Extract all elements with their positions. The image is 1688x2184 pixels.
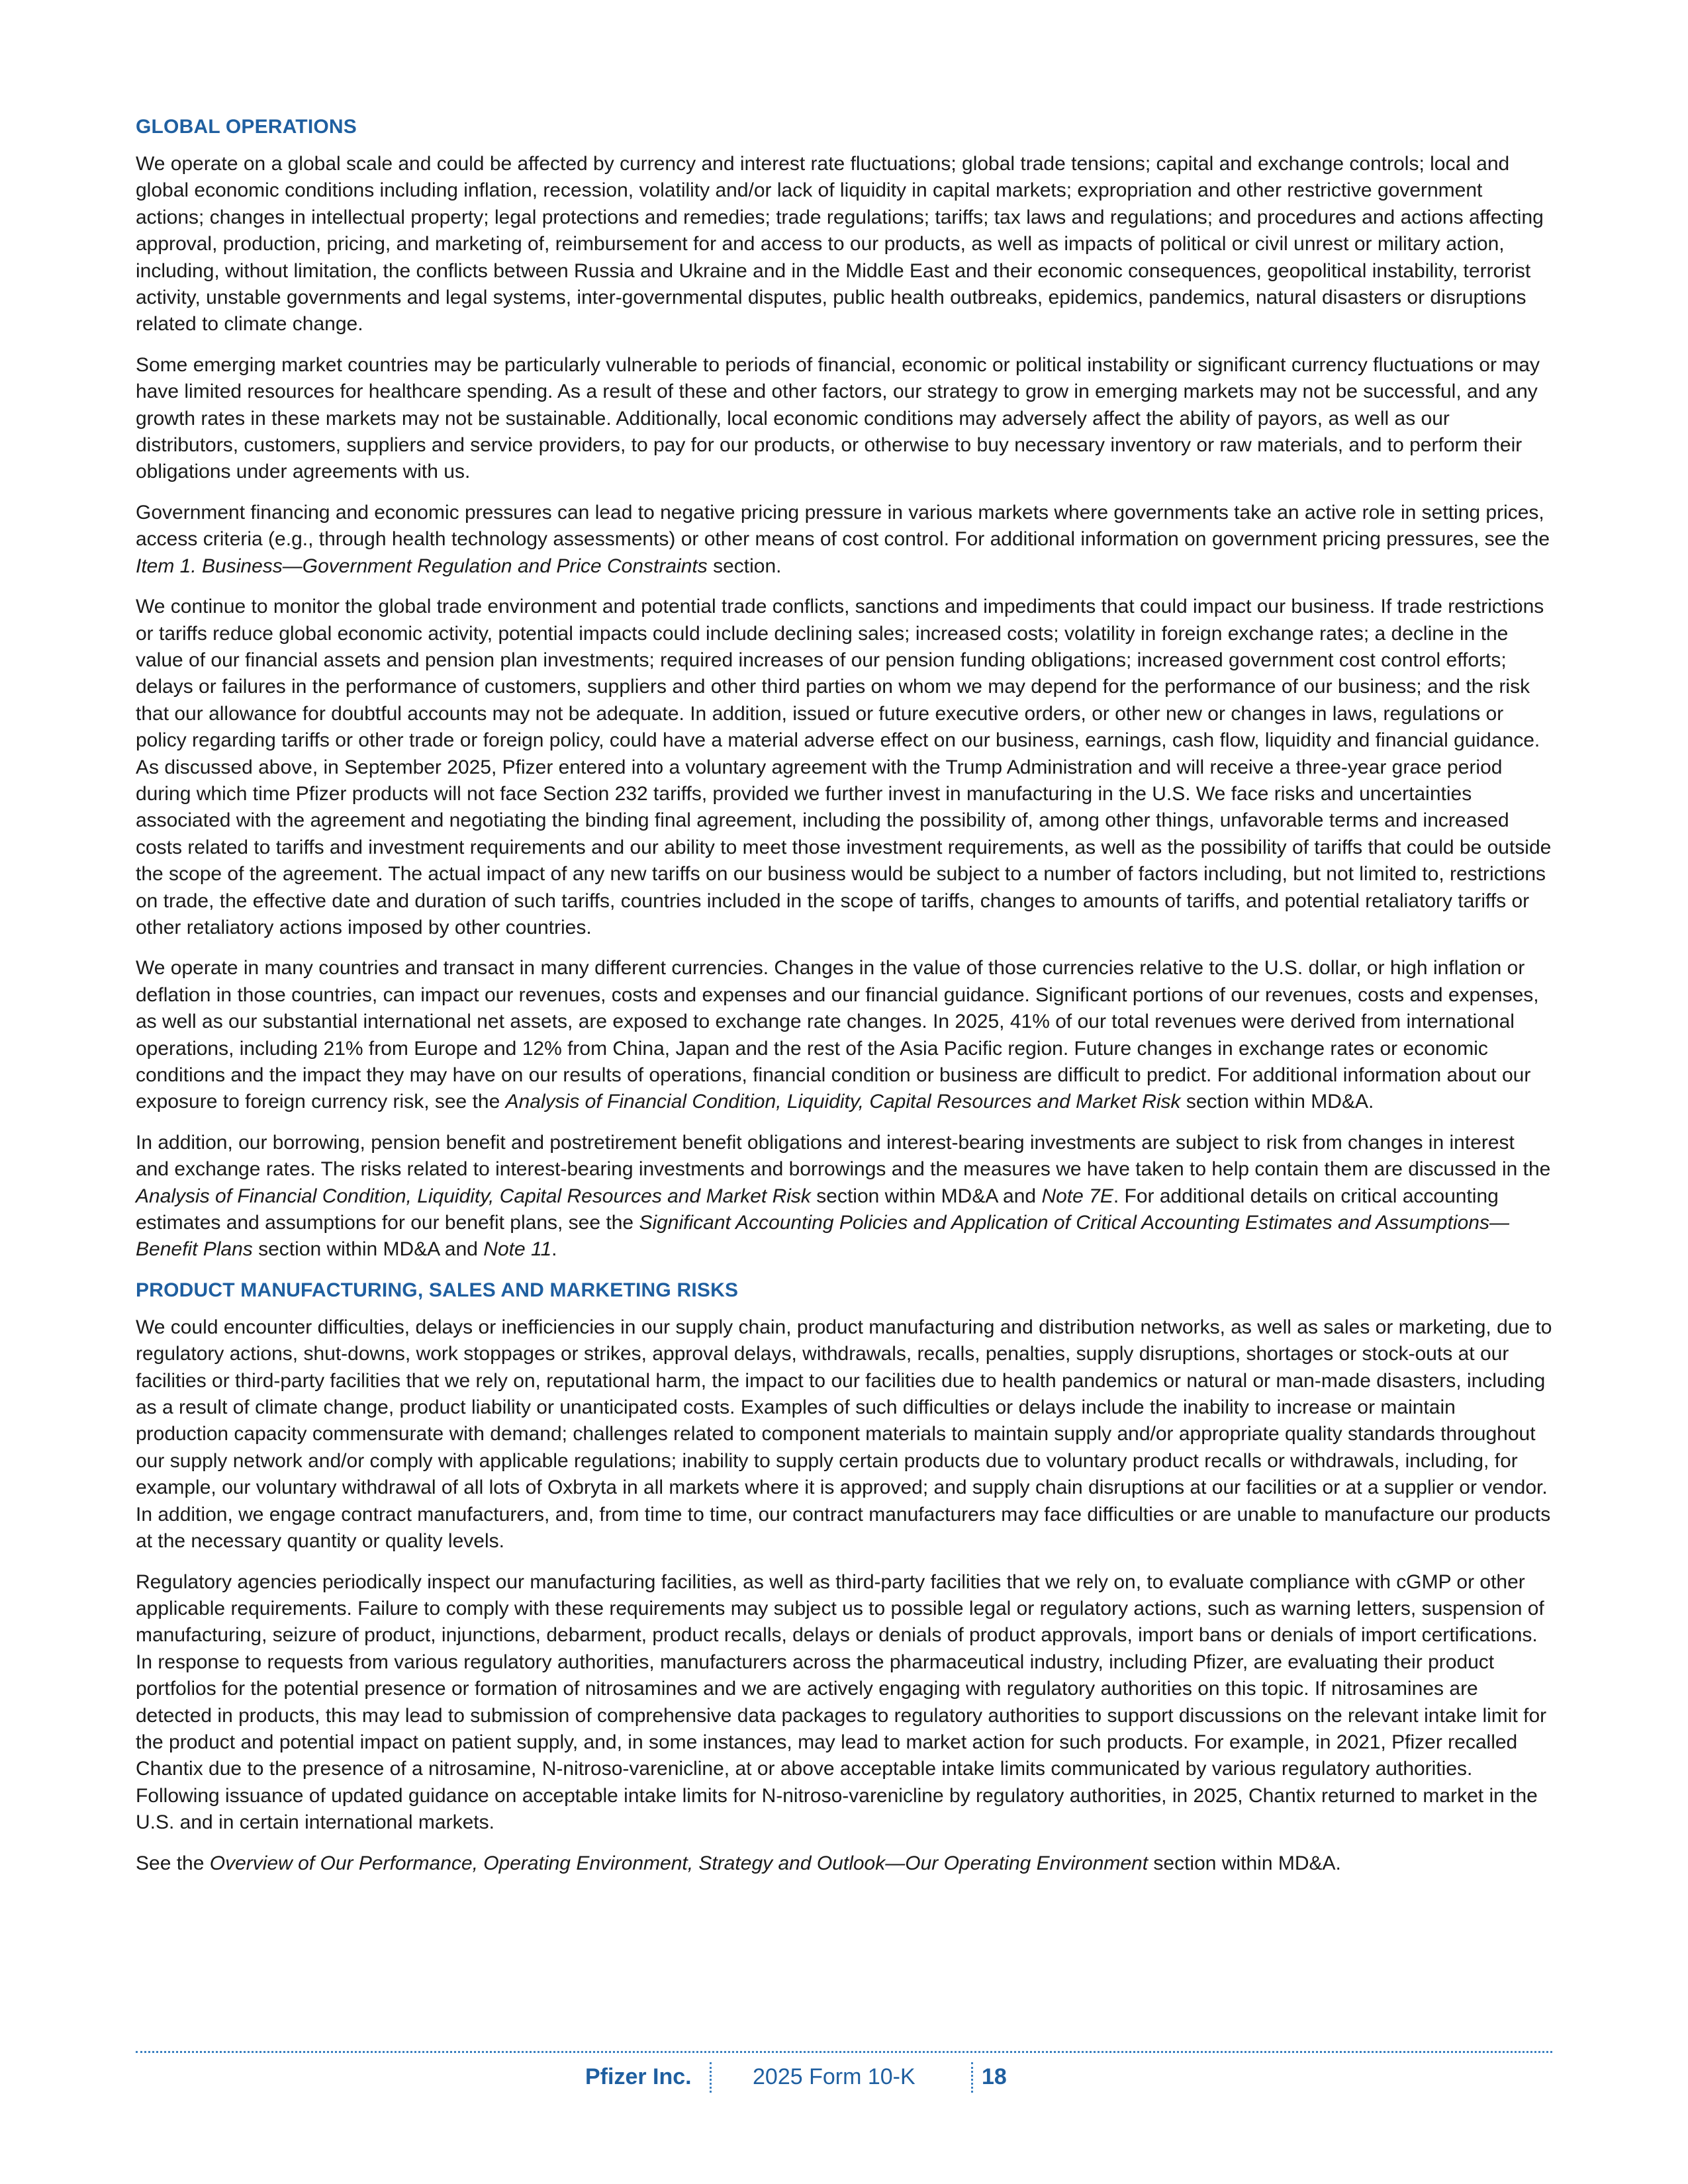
footer-page-number: 18 [982, 2064, 1007, 2089]
paragraph [136, 1850, 1552, 1877]
footer-company-name: Pfizer Inc. [585, 2064, 692, 2089]
paragraph: We continue to monitor the global trade environment and potential trade conflicts, sanctions and impediments that could impact our business. If trade restrictions or tariffs reduce global economic activity, potential impacts could include declining sales; increased costs; volatility in foreign exchange rates; a decline in the value of our financial assets and pension plan investments; required increases of our pension funding obligations; increased government cost control efforts; delays or failures in the performance of customers, suppliers and other third parties on whom we may depend for the performance of our business; and the risk that our allowance for doubtful accounts may not be adequate. In addition, issued or future executive orders, or other new or changes in laws, regulations or policy regarding tariffs or other trade or foreign policy, could have a material adverse effect on our business, earnings, cash flow, liquidity and financial guidance. As discussed above, in September 2025, Pfizer entered into a voluntary agreement with the Trump Administration and will receive a three-year grace period during which time Pfizer products will not face Section 232 tariffs, provided we further invest in manufacturing in the U.S. We face risks and uncertainties associated with the agreement and negotiating the binding final agreement, including the possibility of, among other things, unfavorable terms and increased costs related to tariffs and investment requirements and our ability to meet those investment requirements, as well as the possibility of tariffs that could be outside the scope of the agreement. The actual impact of any new tariffs on our business would be subject to a number of factors including, but not limited to, restrictions on trade, the effective date and duration of such tariffs, countries included in the scope of tariffs, changes to amounts of tariffs, and potential retaliatory tariffs or other retaliatory actions imposed by other countries. [136, 596, 1552, 938]
text-run: We operate in many countries and transact in many different currencies. Changes in the value of those currencies relative to the U.S. dollar, or high inflation or deflation in those countries, can impact our revenues, costs and expenses and our financial guidance. Significant portions of our revenues, costs and expenses, as well as our substantial international net assets, are exposed to exchange rate changes. In 2025, 41% of our total revenues were derived from international operations, including 21% from Europe and 12% from China, Japan and the rest of the Asia Pacific region. Future changes in exchange rates or economic conditions and the impact they may have on our results of operations, financial condition or business are difficult to predict. For additional information about our exposure to foreign currency risk, see the [136, 957, 1539, 1113]
page-footer [0, 2060, 1688, 2094]
cross-reference: Overview of Our Performance, Operating Environment, Strategy and Outlook—Our Operating Environment [209, 1852, 1149, 1874]
text-run: . For additional details on critical accounting estimates and assumptions for our benefit plans, see the [136, 1185, 1499, 1234]
text-run: In addition, our borrowing, pension benefit and postretirement benefit obligations and interest-bearing investments are subject to risk from changes in interest and exchange rates. The risks related to interest-bearing investments and borrowings and the measures we have taken to help contain them are discussed in the [136, 1131, 1551, 1181]
paragraph: Regulatory agencies periodically inspect our manufacturing facilities, as well as third-party facilities that we rely on, to evaluate compliance with cGMP or other applicable requirements. Failure to comply with these requirements may subject us to possible legal or regulatory actions, such as warning letters, suspension of manufacturing, seizure of product, injunctions, debarment, product recalls, delays or denials of product approvals, import bans or denials of import certifications. In response to requests from various regulatory authorities, manufacturers across the pharmaceutical industry, including Pfizer, are evaluating their product portfolios for the potential presence or formation of nitrosamines and we are actively engaging with regulatory authorities on this topic. If nitrosamines are detected in products, this may lead to submission of comprehensive data packages to regulatory authorities to support discussions on the relevant intake limit for the product and potential impact on patient supply, and, in some instances, may lead to market action for such products. For example, in 2021, Pfizer recalled Chantix due to the presence of a nitrosamine, N-nitroso-varenicline, at or above acceptable intake limits communicated by various regulatory authorities. Following issuance of updated guidance on acceptable intake limits for N-nitroso-varenicline by regulatory authorities, in 2025, Chantix returned to market in the U.S. and in certain international markets. [136, 1570, 1547, 1834]
footer-separator [710, 2062, 712, 2093]
text-run: section. [707, 555, 782, 577]
cross-reference: Analysis of Financial Condition, Liquidity, Capital Resources and Market Risk [505, 1091, 1181, 1113]
paragraph [136, 955, 1552, 1115]
footer-form-name: 2025 Form 10-K [753, 2064, 915, 2089]
text-run: See the [136, 1852, 210, 1874]
cross-reference: Note 11 [483, 1238, 552, 1261]
paragraph [136, 1130, 1552, 1263]
paragraph [136, 500, 1552, 580]
section-heading-global-operations: GLOBAL OPERATIONS [136, 116, 357, 138]
section-heading-product-manufacturing: PRODUCT MANUFACTURING, SALES AND MARKETING RISKS [136, 1279, 739, 1301]
cross-reference: Significant Accounting Policies and Application of Critical Accounting Estimates and Assumptions—Benefit Plans [136, 1212, 1509, 1261]
cross-reference: Analysis of Financial Condition, Liquidity, Capital Resources and Market Risk [136, 1185, 811, 1207]
paragraph: Some emerging market countries may be particularly vulnerable to periods of financial, economic or political instability or significant currency fluctuations or may have limited resources for healthcare spending. As a result of these and other factors, our strategy to grow in emerging markets may not be successful, and any growth rates in these markets may not be sustainable. Additionally, local economic conditions may adversely affect the ability of payors, as well as our distributors, customers, suppliers and service providers, to pay for our products, or otherwise to buy necessary inventory or raw materials, and to perform their obligations under agreements with us. [136, 353, 1540, 483]
text-run: section within MD&A and [252, 1238, 484, 1261]
text-run: Government financing and economic pressures can lead to negative pricing pressure in various markets where governments take an active role in setting prices, access criteria (e.g., through health technology assessments) or other means of cost control. For additional information on government pricing pressures, see the [136, 501, 1550, 551]
text-run: section within MD&A. [1148, 1852, 1341, 1874]
text-run: section within MD&A. [1180, 1091, 1374, 1113]
footer-separator [971, 2062, 973, 2093]
paragraph: We could encounter difficulties, delays or inefficiencies in our supply chain, product manufacturing and distribution networks, as well as sales or marketing, due to regulatory actions, shut-downs, work stoppages or strikes, approval delays, withdrawals, recalls, penalties, supply disruptions, shortages or stock-outs at our facilities or third-party facilities that we rely on, reputational harm, the impact to our facilities due to health pandemics or natural or man-made disasters, including as a result of climate change, product liability or unanticipated costs. Examples of such difficulties or delays include the inability to increase or maintain production capacity commensurate with demand; challenges related to component materials to maintain supply and/or appropriate quality standards throughout our supply network and/or comply with applicable regulations; inability to supply certain products due to voluntary product recalls or withdrawals, including, for example, our voluntary withdrawal of all lots of Oxbryta in all markets where it is approved; and supply chain disruptions at our facilities or at a supplier or vendor. In addition, we engage contract manufacturers, and, from time to time, our contract manufacturers may face difficulties or are unable to manufacture our products at the necessary quantity or quality levels. [136, 1316, 1552, 1553]
text-run: section within MD&A and [810, 1185, 1042, 1207]
paragraph: We operate on a global scale and could be affected by currency and interest rate fluctuations; global trade tensions; capital and exchange controls; local and global economic conditions including inflation, recession, volatility and/or lack of liquidity in capital markets; expropriation and other restrictive government actions; changes in intellectual property; legal protections and remedies; trade regulations; tariffs; tax laws and regulations; and procedures and actions affecting approval, production, pricing, and marketing of, reimbursement for and access to our products, as well as impacts of political or civil unrest or military action, including, without limitation, the conflicts between Russia and Ukraine and in the Middle East and their economic consequences, geopolitical instability, terrorist activity, unstable governments and legal systems, inter-governmental disputes, public health outbreaks, epidemics, pandemics, natural disasters or disruptions related to climate change. [136, 153, 1544, 336]
cross-reference: Item 1. Business—Government Regulation and Price Constraints [136, 555, 708, 577]
footer-divider [136, 2051, 1552, 2053]
text-run: . [551, 1238, 557, 1261]
cross-reference: Note 7E [1041, 1185, 1113, 1207]
document-body [136, 114, 1552, 1891]
